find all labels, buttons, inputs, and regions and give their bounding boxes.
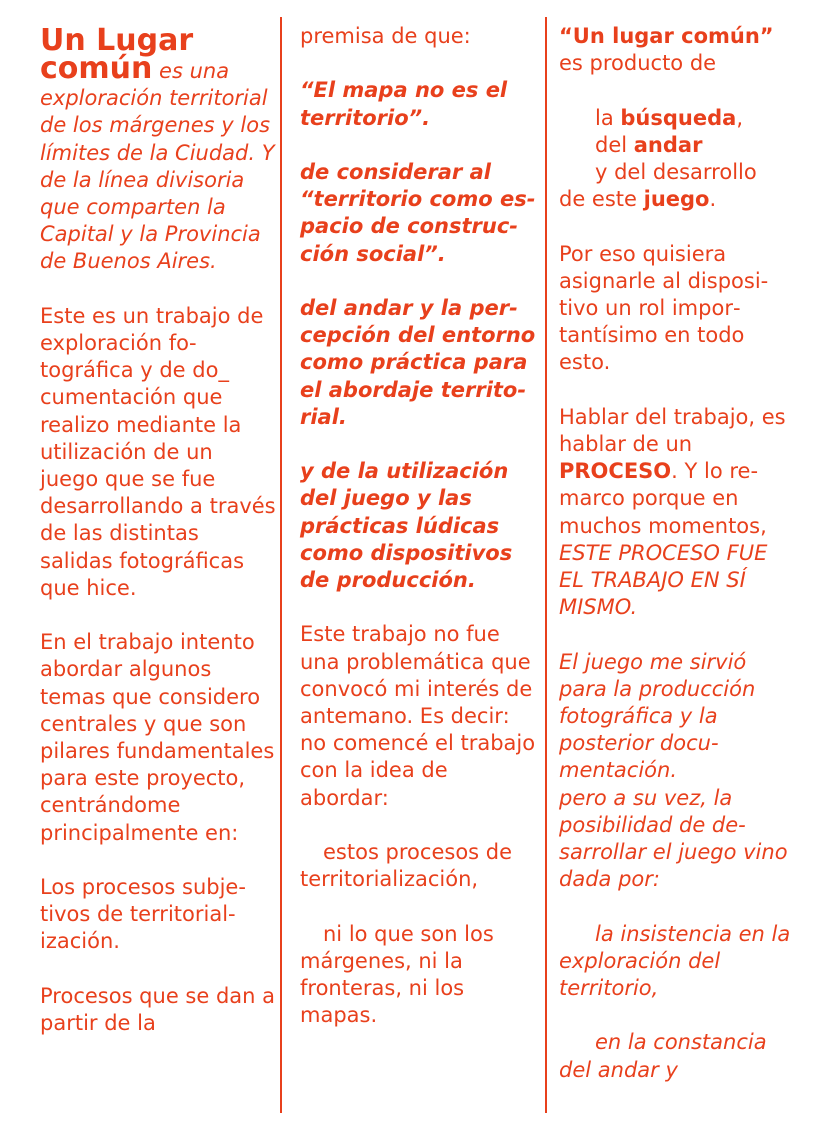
paragraph bbox=[300, 839, 536, 893]
column-middle bbox=[300, 23, 536, 1057]
paragraph: premisa de que: bbox=[300, 24, 471, 48]
column-divider-right bbox=[545, 17, 547, 1113]
paragraph: Este trabajo no fue una problemática que convocó mi interés de antemano. Es decir: no comencé el trabajo con la idea de abordar: bbox=[300, 622, 536, 810]
intro-text: es una exploración territorial de los márgenes y los límites de la Ciudad. Y de la línea divisoria que comparten la Capital y la Provincia de Buenos Aires. bbox=[40, 59, 275, 274]
quoted-title: “Un lugar común” bbox=[559, 24, 774, 48]
quote-social-construction: de considerar al “territorio como espacio de construcción social”. bbox=[300, 159, 536, 266]
page-title: Un Lugar bbox=[40, 23, 194, 58]
list-paragraph bbox=[559, 105, 791, 214]
column-divider-left bbox=[280, 17, 282, 1113]
paragraph: Por eso quisiera asignarle al dispositivo un rol importantísimo en todo esto. bbox=[559, 241, 769, 375]
page-title-second-line: común bbox=[40, 51, 153, 86]
paragraph: en la constancia del andar y bbox=[559, 1030, 767, 1082]
paragraph bbox=[300, 921, 536, 1030]
paragraph: la insistencia en la exploración del territorio, bbox=[559, 921, 791, 1001]
column-left bbox=[40, 23, 276, 1064]
indented-line: ni lo que son los márgenes, ni la fronteras, ni los mapas. bbox=[300, 921, 494, 1028]
column-right bbox=[559, 23, 791, 1111]
line-desarrollo: y del desarrollo bbox=[595, 160, 757, 184]
quote-game: y de la utilización del juego y las prácticas lúdicas como dispositivos de producción. bbox=[300, 459, 513, 592]
quote-map-territory: “El mapa no es el territorio”. bbox=[300, 78, 508, 130]
line-juego: de este juego. bbox=[559, 187, 717, 212]
paragraph: En el trabajo intento abordar algunos temas que considero centrales y que son pilares fundamentales para este proyecto, centrándome principalmente en: bbox=[40, 630, 275, 845]
heading-paragraph bbox=[559, 23, 791, 77]
intro-paragraph bbox=[40, 23, 276, 276]
paragraph: Procesos que se dan a partir de la bbox=[40, 983, 276, 1036]
line-andar: del andar bbox=[595, 132, 703, 157]
paragraph: El juego me sirvió para la producción fotográfica y la posterior documentación. pero a su vez, la posibilidad de desarrollar el juego vino dada por: bbox=[559, 649, 788, 892]
paragraph-proceso: Hablar del trabajo, es hablar de un PROCESO. Y lo remarco porque en muchos momentos, ESTE PROCESO FUE EL TRABAJO EN SÍ MISMO. bbox=[559, 404, 786, 620]
paragraph: Los procesos subjetivos de territorialización. bbox=[40, 875, 246, 954]
quote-walking: del andar y la percepción del entorno como práctica para el abordaje territorial. bbox=[300, 295, 536, 429]
indented-line: estos procesos de territorialización, bbox=[300, 840, 513, 892]
heading-tail: es producto de bbox=[559, 51, 717, 76]
line-busqueda: la búsqueda, bbox=[595, 105, 743, 130]
paragraph: Este es un trabajo de exploración fotográfica y de do_ cumentación que realizo mediante la utilización de un juego que se fue desarrollando a través de las distintas salidas fotográficas que hice. bbox=[40, 303, 276, 600]
